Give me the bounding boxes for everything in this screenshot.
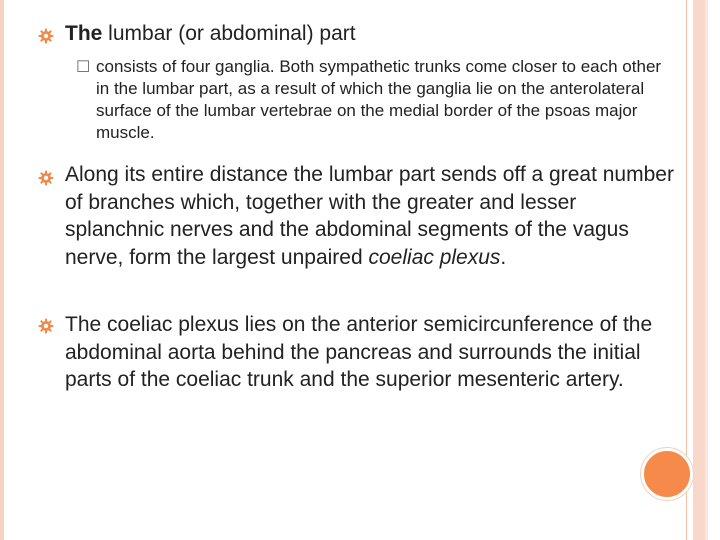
subpoint-text: consists of four ganglia. Both sympathetic trunks come closer to each other in the lumbar part, as a result of which the ganglia lie on the anterolateral surface of the lumbar vertebrae on the medial border of the psoas major muscle. <box>96 57 662 142</box>
gear-bullet-icon <box>38 170 54 186</box>
paragraph-tail: . <box>500 245 507 269</box>
frame-right-edge <box>705 0 708 540</box>
heading-prefix: The <box>65 22 109 45</box>
frame-left <box>0 0 4 540</box>
gear-bullet-icon <box>38 28 54 44</box>
paragraph-lumbar-branches <box>65 161 675 271</box>
section-heading <box>65 21 356 47</box>
heading-bold: lumbar (or abdominal) part <box>108 22 356 45</box>
paragraph-coeliac-location: The coeliac plexus lies on the anterior semicircunference of the abdominal aorta behind the pancreas and surrounds the initial parts of the coeliac trunk and the superior mesenteric artery. <box>65 313 653 391</box>
checkbox-marker-icon: ☐ <box>76 59 91 76</box>
paragraph-text: Along its entire distance the lumbar part sends off a great number of branches which, together with the greater and lesser splanchnic nerves and the abdominal segments of the vagus nerve, form the largest unpaired <box>65 163 674 269</box>
frame-right <box>693 0 705 540</box>
accent-dot <box>641 448 693 500</box>
gear-bullet-icon <box>38 318 54 334</box>
coeliac-plexus-term: coeliac plexus <box>368 245 501 269</box>
